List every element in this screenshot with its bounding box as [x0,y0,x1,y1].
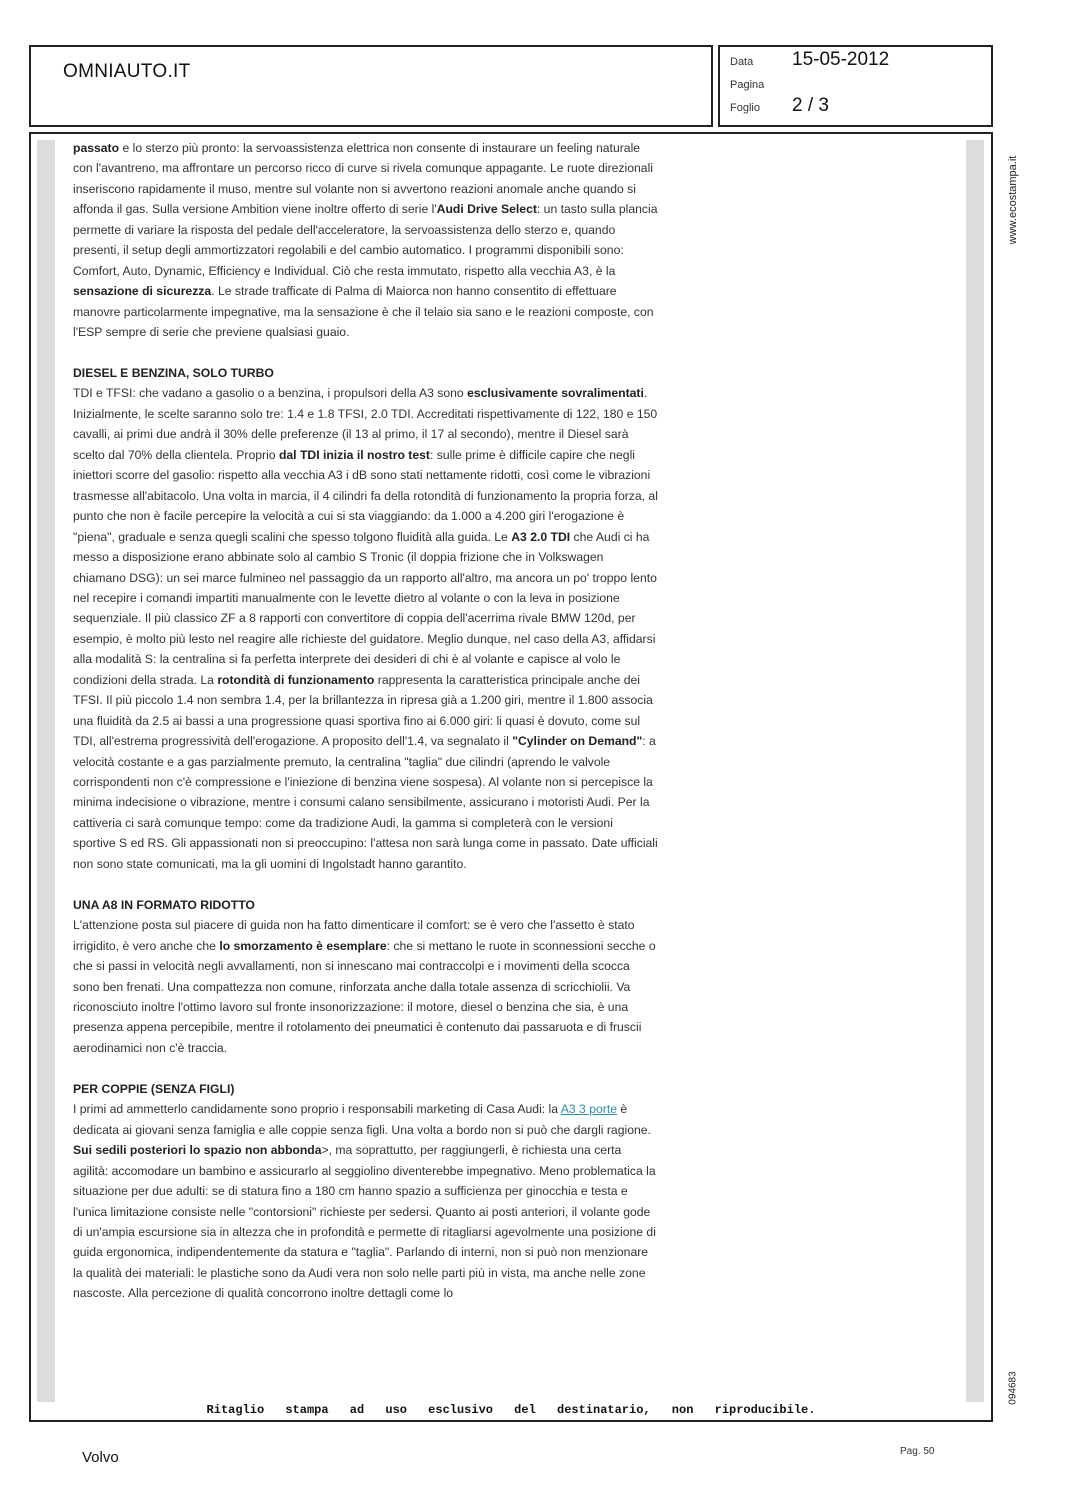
site-text: www.ecostampa.it [1007,155,1019,245]
left-gutter [37,140,55,1402]
bold-phrase: Audi Drive Select [436,202,537,217]
section-heading: UNA A8 IN FORMATO RIDOTTO [73,897,255,912]
header-publication-box [29,45,713,127]
clipping-code [1006,1366,1020,1410]
publication-title: OMNIAUTO.IT [63,61,191,82]
text-run: L'attenzione posta sul piacere di guida non ha fatto dimenticare il comfort: se è vero che l'assetto è stato irrigidito, è vero anche che [73,918,635,953]
text-run: : a velocità costante e a gas parzialmente premuto, la centralina "taglia" due cilindri (aprendo le valvole corrispondenti non c'è compressione e l'iniezione di benzina viene sospesa). Al volante non si percepisce la minima indecisione o vibrazione, mentre i consumi calano sensibilmente, assicurano i motoristi Audi. Per la cattiveria ci sarà comunque tempo: come da tradizione Audi, la gamma si completerà con le versioni sportive S ed RS. Gli appassionati non si preoccupino: l'attesa non sarà lunga come in passato. Date ufficiali non sono state comunicati, ma la gli uomini di Ingolstadt hanno garantito. [73,734,658,871]
bold-phrase: lo smorzamento è esemplare [219,938,387,953]
text-run: >, ma soprattutto, per raggiungerli, è richiesta una certa agilità: accomodare un bambino e assicurarlo al seggiolino diventerebbe impegnativo. Meno problematica la situazione per due adulti: se di statura fino a 180 cm hanno spazio a sufficienza per ginocchia e testa e l'unica limitazione consiste nelle "contorsioni" richieste per sedersi. Quanto ai posti anteriori, il volante gode di un'ampia escursione sia in altezza che in profondità e permette di ritagliarsi agevolmente una posizione di guida ergonomica, indipendentemente da statura e "taglia". Parlando di interni, non si può non menzionare la qualità dei materiali: le plastiche sono da Audi vera non solo nelle parti più in vista, ma anche nelle zone nascoste. Alla percezione di qualità concorrono inoltre dettagli come lo [73,1143,656,1301]
pagina-label: Pagina [730,79,765,91]
text-run: . Le strade trafficate di Palma di Maiorca non hanno consentito di effettuare manovre particolarmente impegnative, ma la sensazione è che il telaio sia sano e le reazioni composte, con l'ESP sempre di serie che previene qualsiasi guaio. [73,284,654,340]
bold-phrase: rotondità di funzionamento [217,672,375,687]
text-run: e lo sterzo più pronto: la servoassistenza elettrica non consente di instaurare un feeling naturale con l'avantreno, ma affrontare un percorso ricco di curve si rivela comunque appagante. Le ruote direzionali inseriscono rapidamente il muso, mentre sul volante non si avvertono reazioni anomale anche quando si affonda il gas. Sulla versione Ambition viene inoltre offerto di serie l' [73,141,653,217]
bold-phrase: A3 2.0 TDI [511,529,571,544]
text-run: : un tasto sulla plancia permette di variare la risposta del pedale dell'acceleratore, la servoassistenza dello sterzo e, quando presenti, il setup degli ammortizzatori regolabili e del cambio automatico. I programmi disponibili sono: Comfort, Auto, Dynamic, Efficiency e Individual. Ciò che resta immutato, rispetto alla vecchia A3, è la [73,202,658,278]
site-watermark [1006,150,1020,250]
brand-label: Volvo [82,1449,119,1466]
article-paragraph [73,138,658,343]
bold-phrase: esclusivamente sovralimentati [467,386,644,401]
article-paragraph [73,383,658,874]
foglio-value: 2 / 3 [792,95,829,116]
text-run: è dedicata ai giovani senza famiglia e alle coppie senza figli. Una volta a bordo non si può che dargli ragione. [73,1102,651,1137]
text-run: che Audi ci ha messo a disposizione erano abbinate solo al cambio S Tronic (il doppia frizione che in Volkswagen chiamano DSG): un sei marce fulmineo nel passaggio da un rapporto all'altro, ma ancora un po' troppo lento nel recepire i comandi impartiti manualmente con le levette dietro al volante o con la leva in posizione sequenziale. Il più classico ZF a 8 rapporti con convertitore di coppia dell'acerrima rivale BMW 120d, per esempio, è molto più lesto nel reagire alle richieste del guidatore. Meglio dunque, nel caso della A3, affidarsi alla modalità S: la centralina si fa perfetta interprete dei desideri di chi è al volante e capisce al volo le condizioni della strada. La [73,529,657,687]
text-run: I primi ad ammetterlo candidamente sono proprio i responsabili marketing di Casa Audi: la [73,1102,561,1117]
bold-phrase: dal TDI inizia il nostro test [278,447,430,462]
text-run: : che si mettano le ruote in sconnessioni secche o che si passi in velocità negli avvallamenti, non si innescano mai contraccolpi e i movimenti della scocca sono ben frenati. Una compattezza non comune, rinforzata anche dalla totale assenza di scricchiolii. Va riconosciuto inoltre l'ottimo lavoro sul fronte insonorizzazione: il motore, diesel o benzina che sia, è una presenza appena percepibile, mentre il rotolamento dei pneumatici è contenuto dai passaruota e di fruscii aerodinamici non c'è traccia. [73,938,656,1055]
bold-phrase: sensazione di sicurezza [73,284,212,299]
article-paragraph [73,915,658,1058]
bold-phrase: Sui sedili posteriori lo spazio non abbonda [73,1143,322,1158]
data-label: Data [730,56,754,68]
bold-phrase: passato [73,141,120,155]
clipping-frame [29,132,993,1422]
section-heading: PER COPPIE (SENZA FIGLI) [73,1081,235,1096]
inline-link[interactable]: A3 3 porte [560,1102,617,1117]
reproduction-notice: Ritaglio stampa ad uso esclusivo del destinatario, non riproducibile. [206,1403,816,1417]
text-run: rappresenta la caratteristica principale anche dei TFSI. Il più piccolo 1.4 non sembra 1.4, per la brillantezza in ripresa già a 1.200 giri, mentre il 1.800 associa una fluidità da 2.5 ai bassi a una progressione quasi sportiva fino ai 6.000 giri: li quasi è dovuto, come sul TDI, all'estrema progressività dell'erogazione. A proposito dell'1.4, va segnalato il [73,672,653,749]
foglio-label: Foglio [730,102,760,114]
bold-phrase: "Cylinder on Demand" [512,734,643,749]
article-body [73,138,658,1304]
header-meta-box [718,45,993,127]
data-value: 15-05-2012 [792,49,890,70]
right-gutter [966,140,984,1402]
article-paragraph [73,1099,658,1304]
text-run: : sulle prime è difficile capire che negli iniettori scorre del gasolio: rispetto alla vecchia A3 i dB sono stati nettamente ridotti, così come le vibrazioni trasmesse all'abitacolo. Una volta in marcia, il 4 cilindri fa della rotondità di funzionamento la propria forza, al punto che non è facile percepire la velocità a cui si sta viaggiando: da 1.000 a 4.200 giri l'erogazione è "piena", graduale e senza quegli scalini che spesso tolgono fluidità alla guida. Le [73,447,658,544]
text-run: TDI e TFSI: che vadano a gasolio o a benzina, i propulsori della A3 sono [73,386,468,401]
page-number: Pag. 50 [900,1446,935,1457]
clipping-code-text: 094683 [1007,1371,1019,1405]
section-heading: DIESEL E BENZINA, SOLO TURBO [73,365,274,380]
text-run: . Inizialmente, le scelte saranno solo tre: 1.4 e 1.8 TFSI, 2.0 TDI. Accreditati rispettivamente di 122, 180 e 150 cavalli, ai primi due andrà il 30% delle preferenze (il 13 al primo, il 17 al secondo), mentre il Diesel sarà scelto dal 70% della clientela. Proprio [73,386,658,462]
